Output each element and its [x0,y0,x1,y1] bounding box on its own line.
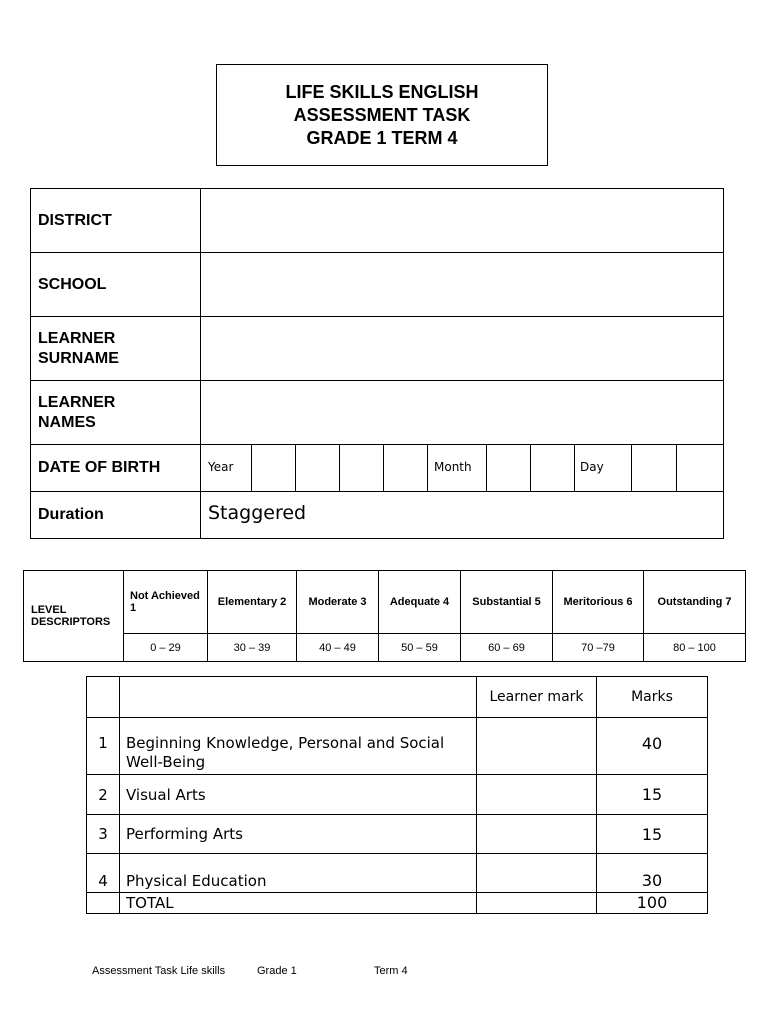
learner-mark-field[interactable] [477,854,597,893]
dob-year-cell-2[interactable] [295,444,339,491]
title-line-3: GRADE 1 TERM 4 [306,127,458,148]
table-row [87,815,708,854]
row-number: 2 [87,775,120,815]
row-number: 4 [87,854,120,893]
level-name-4: Adequate 4 [379,571,461,634]
dob-day-cell-2[interactable] [676,444,724,491]
header-num-cell [87,677,120,718]
learner-mark-header: Learner mark [477,677,597,718]
level-name-5: Substantial 5 [461,571,553,634]
dob-year-cell-3[interactable] [339,444,383,491]
learner-surname-label: LEARNER SURNAME [31,317,201,381]
total-learner-mark-field[interactable] [477,893,597,914]
level-range-3: 40 – 49 [297,634,379,662]
row-item: Visual Arts [120,775,477,815]
dob-label: DATE OF BIRTH [31,444,201,491]
district-label: DISTRICT [31,189,201,253]
row-marks: 15 [597,815,708,854]
level-range-4: 50 – 59 [379,634,461,662]
duration-label: Duration [31,491,201,538]
footer-text: Assessment Task Life skills [92,965,226,977]
total-marks: 100 [597,893,708,914]
footer-grade: Grade 1 [257,965,297,977]
level-name-1: Not Achieved 1 [124,571,208,634]
level-name-7: Outstanding 7 [644,571,746,634]
level-name-6: Meritorious 6 [553,571,644,634]
total-num-cell [87,893,120,914]
row-marks: 30 [597,854,708,893]
dob-month-cell-1[interactable] [486,444,530,491]
row-item: Physical Education [120,854,477,893]
row-number: 1 [87,718,120,775]
dob-year-label: Year [208,460,234,474]
title-line-1: LIFE SKILLS ENGLISH [285,81,479,102]
level-range-7: 80 – 100 [644,634,746,662]
dob-day-cell-1[interactable] [631,444,676,491]
learner-info-table [30,188,724,539]
footer-term: Term 4 [374,965,408,977]
learner-names-label: LEARNER NAMES [31,381,201,445]
learner-surname-field[interactable] [201,317,723,380]
level-range-1: 0 – 29 [124,634,208,662]
dob-day-label: Day [580,460,604,474]
marks-table [86,676,708,914]
row-item: Beginning Knowledge, Personal and Social Well-Being [120,718,477,775]
level-descriptors-header: LEVEL DESCRIPTORS [24,571,124,662]
school-field[interactable] [201,253,723,316]
level-range-6: 70 –79 [553,634,644,662]
learner-mark-field[interactable] [477,815,597,854]
row-number: 3 [87,815,120,854]
title-box [216,64,548,166]
level-name-2: Elementary 2 [208,571,297,634]
level-name-3: Moderate 3 [297,571,379,634]
row-marks: 40 [597,718,708,775]
total-row [87,893,708,914]
dob-year-cell-1[interactable] [251,444,295,491]
level-range-5: 60 – 69 [461,634,553,662]
district-field[interactable] [201,189,723,252]
marks-header: Marks [597,677,708,718]
row-marks: 15 [597,775,708,815]
learner-mark-field[interactable] [477,775,597,815]
dob-year-cell-4[interactable] [383,444,427,491]
table-row [87,854,708,893]
learner-mark-field[interactable] [477,718,597,775]
school-label: SCHOOL [31,253,201,317]
duration-value: Staggered [208,502,307,524]
learner-names-field[interactable] [201,381,723,444]
title-line-2: ASSESSMENT TASK [293,104,471,125]
header-item-cell [120,677,477,718]
row-item: Performing Arts [120,815,477,854]
dob-month-cell-2[interactable] [530,444,574,491]
dob-month-label: Month [434,460,472,474]
total-label: TOTAL [120,893,477,914]
table-row [87,718,708,775]
level-descriptors-table [23,570,746,662]
level-range-2: 30 – 39 [208,634,297,662]
table-row [87,775,708,815]
